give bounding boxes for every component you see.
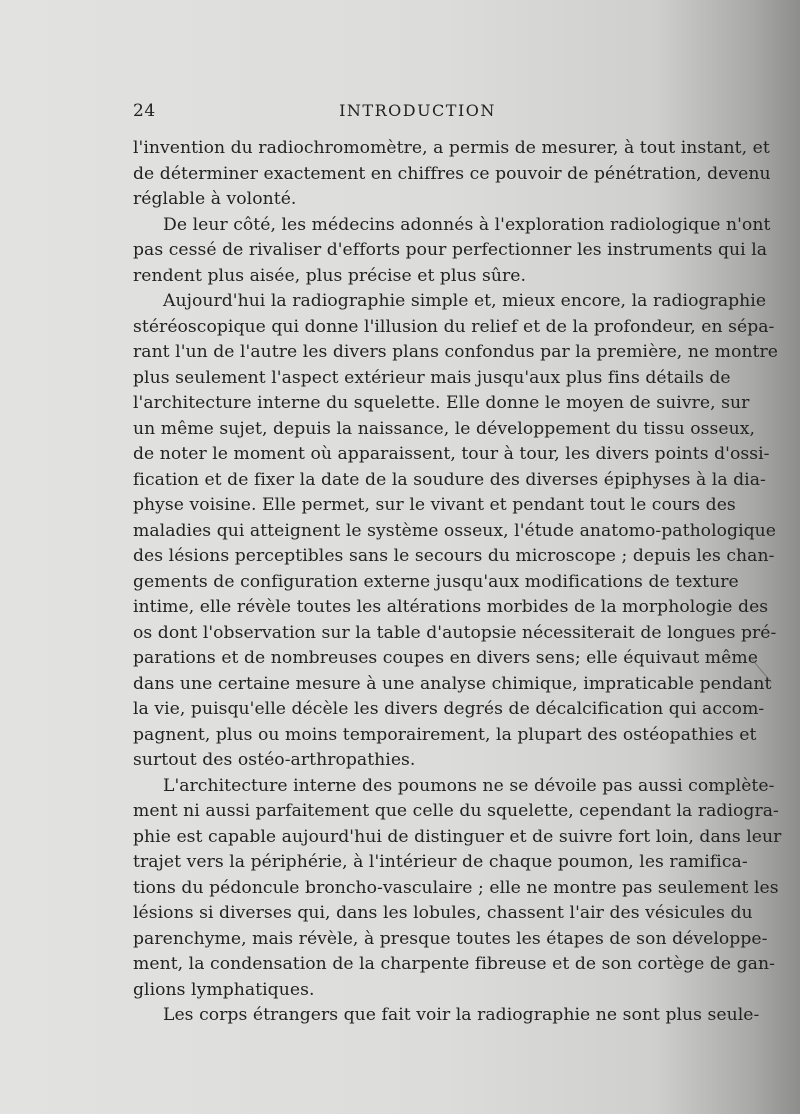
text-line: os dont l'observation sur la table d'autopsie nécessiterait de longues pré- (133, 622, 777, 643)
text-line: Aujourd'hui la radiographie simple et, mieux encore, la radiographie (163, 291, 767, 311)
paragraph (133, 213, 771, 290)
running-title: INTRODUCTION (339, 101, 496, 120)
text-line: De leur côté, les médecins adonnés à l'exploration radiologique n'ont (163, 214, 771, 235)
text-line: rant l'un de l'autre les divers plans confondus par la première, ne montre (133, 342, 778, 362)
text-line: la vie, puisqu'elle décèle les divers degrés de décalcification qui accom- (133, 699, 765, 719)
text-line: L'architecture interne des poumons ne se dévoile pas aussi complète- (163, 775, 775, 796)
paragraph (133, 289, 778, 774)
paragraph (133, 1003, 760, 1029)
text-line: pas cessé de rivaliser d'efforts pour perfectionner les instruments qui la (133, 240, 768, 260)
text-line: dans une certaine mesure à une analyse chimique, impraticable pendant (133, 673, 772, 694)
text-line: de déterminer exactement en chiffres ce pouvoir de pénétration, devenu (133, 163, 771, 184)
text-line: stéréoscopique qui donne l'illusion du relief et de la profondeur, en sépa- (133, 316, 775, 337)
text-line: physe voisine. Elle permet, sur le vivant et pendant tout le cours des (133, 495, 736, 515)
text-line: Les corps étrangers que fait voir la radiographie ne sont plus seule- (163, 1005, 760, 1025)
paragraph (133, 774, 782, 1004)
text-line: intime, elle révèle toutes les altérations morbides de la morphologie des (133, 597, 769, 617)
text-line: un même sujet, depuis la naissance, le développement du tissu osseux, (133, 418, 756, 439)
text-line: phie est capable aujourd'hui de distinguer et de suivre fort loin, dans leur (133, 826, 782, 847)
text-line: tions du pédoncule broncho-vasculaire ; elle ne montre pas seulement les (133, 877, 779, 898)
text-line: de noter le moment où apparaissent, tour à tour, les divers points d'ossi- (133, 444, 770, 464)
text-line: gements de configuration externe jusqu'aux modifications de texture (133, 571, 739, 592)
text-line: pagnent, plus ou moins temporairement, la plupart des ostéopathies et (133, 724, 757, 745)
text-line: réglable à volonté. (133, 189, 297, 209)
text-line: glions lymphatiques. (133, 979, 315, 1000)
text-line: l'architecture interne du squelette. Elle donne le moyen de suivre, sur (133, 393, 750, 413)
text-line: ment ni aussi parfaitement que celle du squelette, cependant la radiogra- (133, 801, 779, 821)
paragraph (133, 136, 771, 213)
text-line: parenchyme, mais révèle, à presque toutes les étapes de son développe- (133, 928, 768, 949)
text-line: rendent plus aisée, plus précise et plus sûre. (133, 265, 527, 286)
text-line: surtout des ostéo-arthropathies. (133, 750, 416, 770)
page-number: 24 (133, 101, 156, 121)
text-line: fication et de fixer la date de la soudure des diverses épiphyses à la dia- (133, 469, 766, 490)
text-line: maladies qui atteignent le système osseux, l'étude anatomo-pathologique (133, 520, 777, 541)
body-text (133, 136, 782, 1029)
text-line: plus seulement l'aspect extérieur mais jusqu'aux plus fins détails de (133, 367, 731, 388)
text-line: trajet vers la périphérie, à l'intérieur de chaque poumon, les ramifica- (133, 852, 748, 872)
text-line: parations et de nombreuses coupes en divers sens; elle équivaut même (133, 648, 758, 668)
text-line: lésions si diverses qui, dans les lobules, chassent l'air des vésicules du (133, 903, 753, 923)
text-line: l'invention du radiochromomètre, a permis de mesurer, à tout instant, et (133, 138, 770, 158)
text-line: des lésions perceptibles sans le secours du microscope ; depuis les chan- (133, 546, 775, 566)
text-line: ment, la condensation de la charpente fibreuse et de son cortège de gan- (133, 954, 775, 974)
